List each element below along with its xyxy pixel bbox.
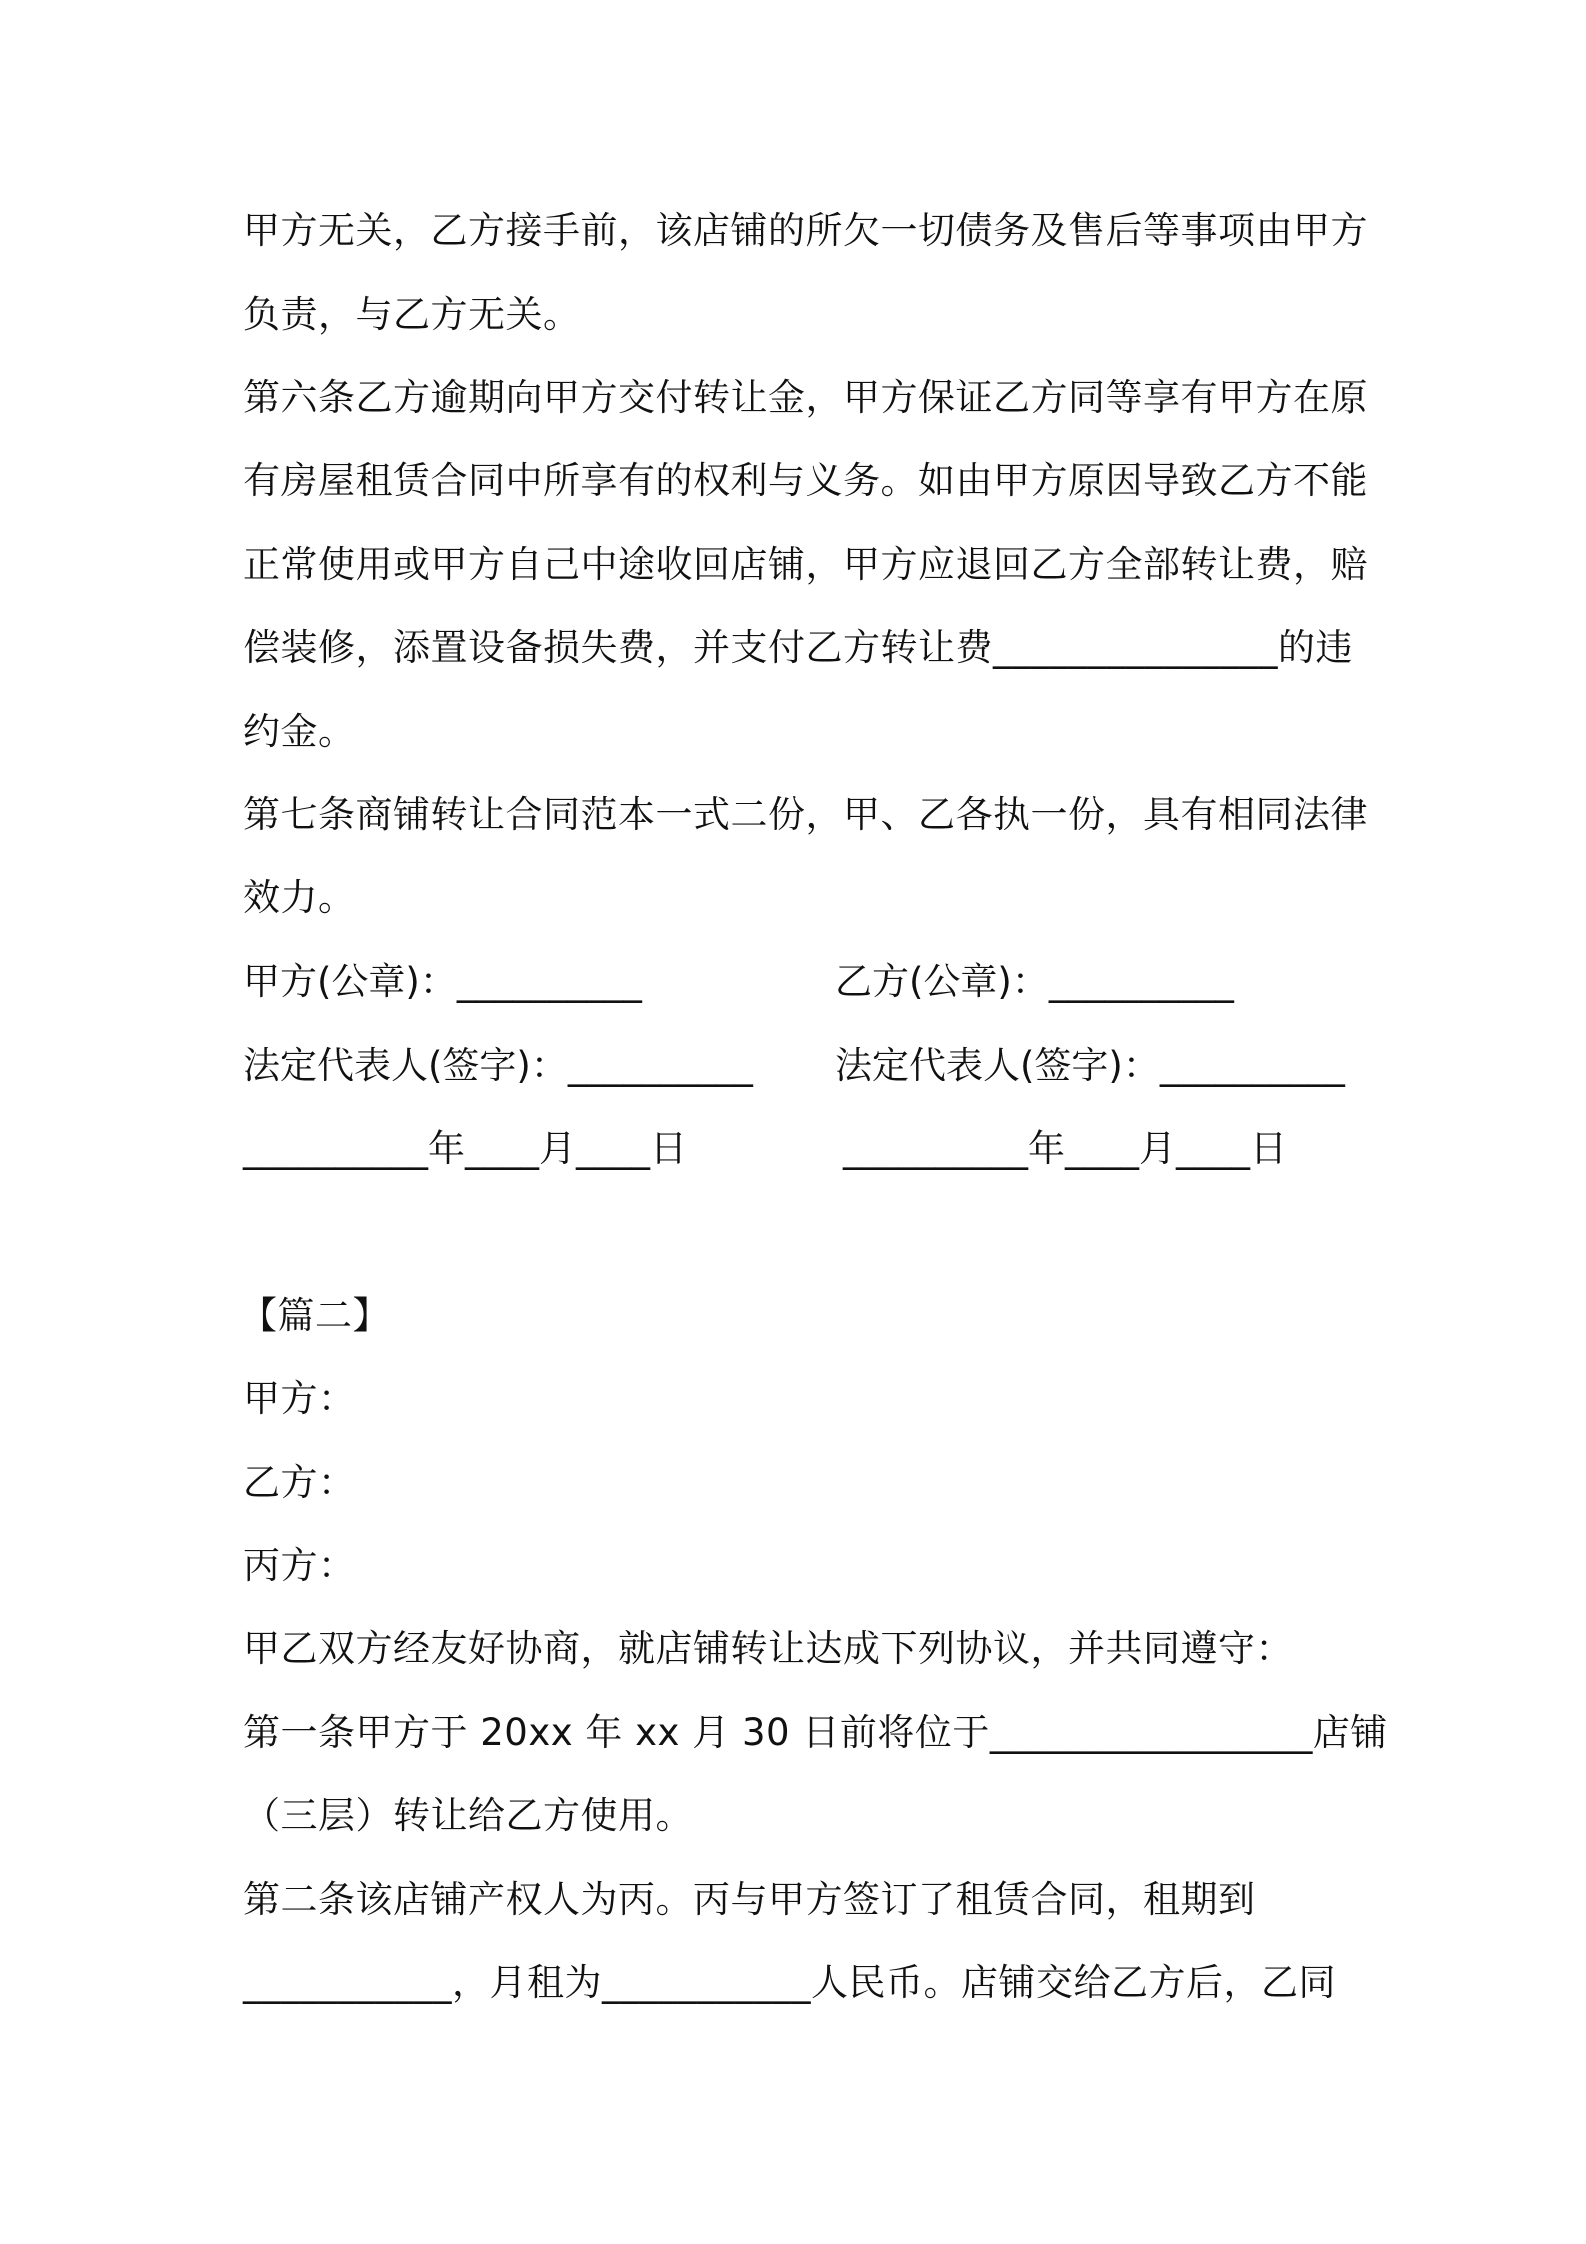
article-7-line-2: 效力。 bbox=[243, 876, 356, 919]
article-6-line-3: 正常使用或甲方自己中途收回店铺，甲方应退回乙方全部转让费，赔 bbox=[243, 543, 1368, 586]
party-a-label: 甲方： bbox=[243, 1377, 356, 1420]
article-6-line-4: 偿装修，添置设备损失费，并支付乙方转让费_______________的违 bbox=[243, 626, 1353, 669]
body-line-1: 甲方无关，乙方接手前，该店铺的所欠一切债务及售后等事项由甲方 bbox=[243, 209, 1368, 252]
party-c-label: 丙方： bbox=[243, 1544, 356, 1587]
agreement-intro: 甲乙双方经友好协商，就店铺转让达成下列协议，并共同遵守： bbox=[243, 1627, 1293, 1670]
section-two-heading: 【篇二】 bbox=[240, 1294, 390, 1337]
article-1-line-2: （三层）转让给乙方使用。 bbox=[243, 1794, 693, 1837]
article-2-line-1: 第二条该店铺产权人为丙。丙与甲方签订了租赁合同，租期到 bbox=[243, 1878, 1256, 1921]
article-6-line-1: 第六条乙方逾期向甲方交付转让金，甲方保证乙方同等享有甲方在原 bbox=[243, 376, 1368, 419]
party-a-representative-field: 法定代表人(签字)：__________ bbox=[243, 1044, 753, 1087]
article-2-line-2: ___________，月租为___________人民币。店铺交给乙方后，乙同 bbox=[243, 1961, 1336, 2004]
body-line-2: 负责，与乙方无关。 bbox=[243, 293, 581, 336]
article-6-line-2: 有房屋租赁合同中所享有的权利与义务。如由甲方原因导致乙方不能 bbox=[243, 459, 1368, 502]
party-b-representative-field: 法定代表人(签字)：__________ bbox=[835, 1044, 1345, 1087]
party-a-date-field: __________年____月____日 bbox=[243, 1127, 687, 1170]
party-b-date-field: __________年____月____日 bbox=[843, 1127, 1287, 1170]
party-a-seal-field: 甲方(公章)：__________ bbox=[243, 960, 642, 1003]
article-6-line-5: 约金。 bbox=[243, 710, 356, 753]
article-7-line-1: 第七条商铺转让合同范本一式二份，甲、乙各执一份，具有相同法律 bbox=[243, 793, 1368, 836]
party-b-seal-field: 乙方(公章)：__________ bbox=[835, 960, 1234, 1003]
party-b-label: 乙方： bbox=[243, 1461, 356, 1504]
article-1-line-1: 第一条甲方于 20xx 年 xx 月 30 日前将位于_________________店铺 bbox=[243, 1711, 1388, 1754]
